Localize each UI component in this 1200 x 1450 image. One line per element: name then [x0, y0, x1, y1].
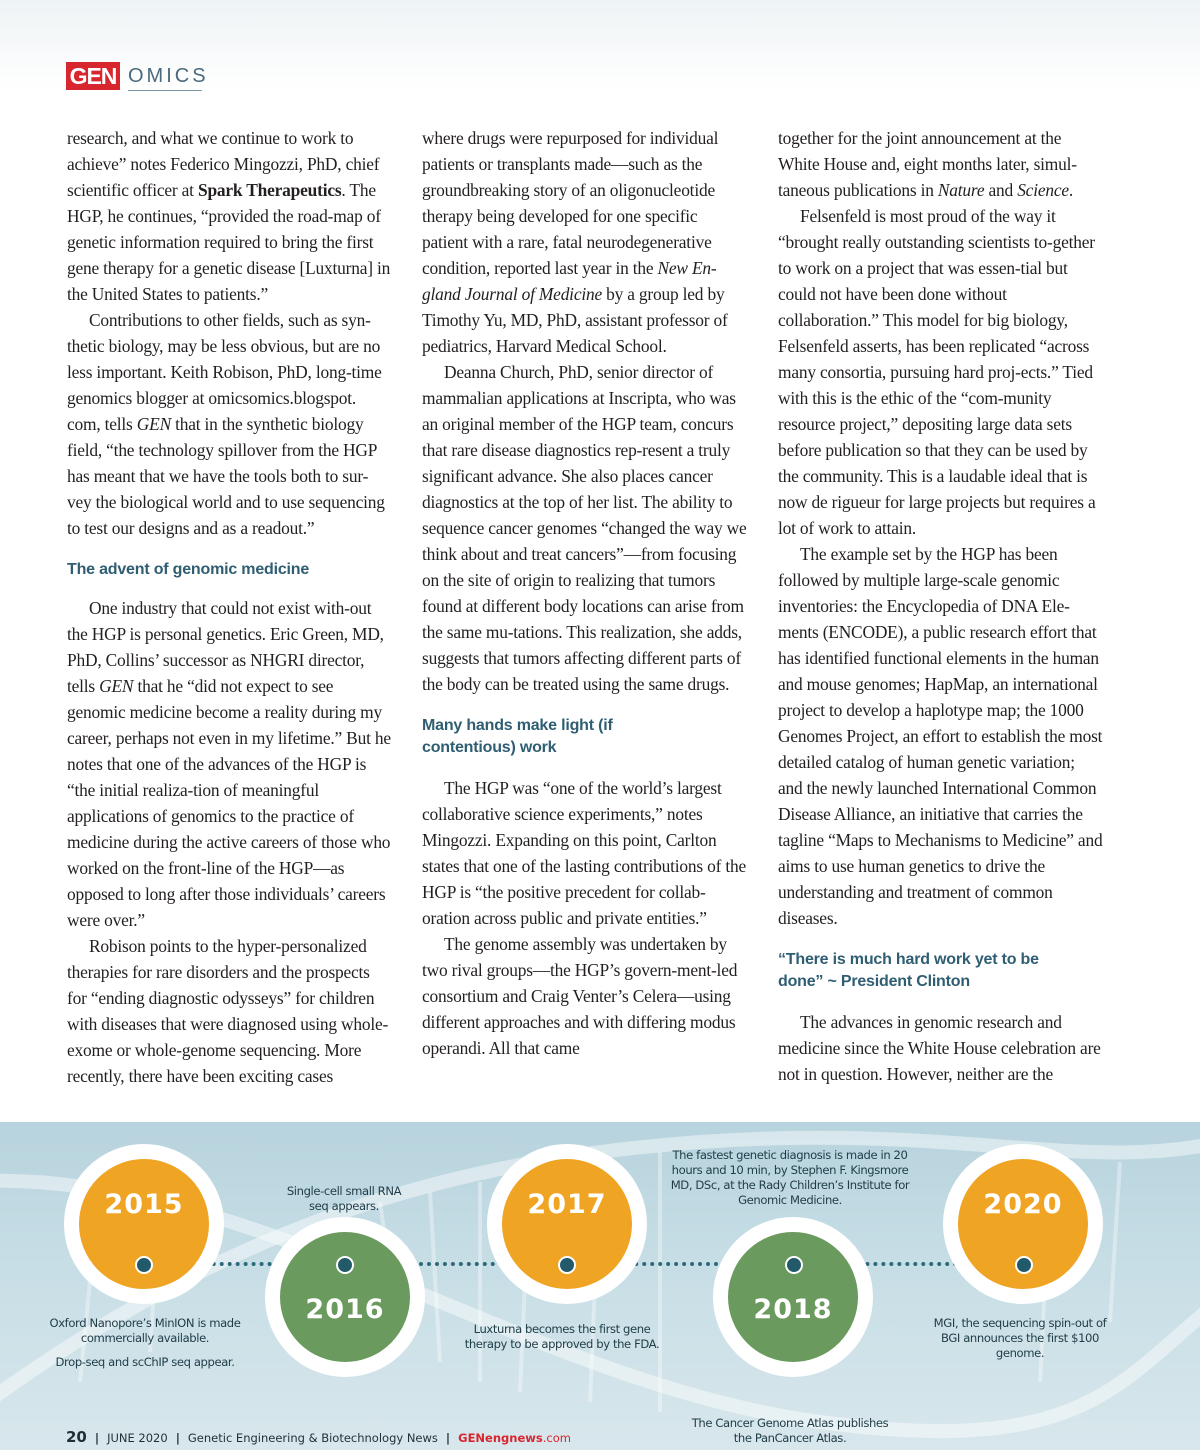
year-label: 2018: [753, 1294, 833, 1325]
page-number: 20: [66, 1428, 87, 1446]
paragraph: The advances in genomic research and medicine since the White House celebration are not in question. However, neither are the: [778, 1012, 1101, 1084]
caption-2016: Single-cell small RNA seq appears.: [286, 1184, 402, 1213]
article-column-2: [422, 125, 747, 1061]
timeline-node: [1015, 1256, 1033, 1274]
issue-date: JUNE 2020: [107, 1431, 168, 1445]
caption-2017: Luxturna becomes the first gene therapy to be approved by the FDA.: [464, 1322, 660, 1351]
section-heading: “There is much hard work yet to be done” ~ President Clinton: [778, 951, 1039, 990]
website-link[interactable]: GENengnews.com: [458, 1431, 571, 1445]
paragraph: together for the joint announcement at the White House and, eight months later, simul-taneous publications in Nature and Science.: [778, 128, 1077, 200]
paragraph: Felsenfeld is most proud of the way it “brought really outstanding scientists to-gether to work on a project that was essen-tial but could not have been done without collaboration.” This model for big biology, Felsenfeld asserts, has been replicated “across many consortia, pursuing hard proj-ects.” Tied with this is the ethic of the “com-munity resource project,” depositing large data sets before publication so that they can be used by the community. This is a laudable ideal that is now de rigueur for large projects but requires a lot of work to attain.: [778, 206, 1096, 538]
company-name: Spark Therapeutics: [197, 180, 342, 200]
year-label: 2015: [104, 1189, 184, 1220]
section-heading: Many hands make light (if contentious) work: [422, 717, 613, 756]
year-circle-2015: [64, 1144, 224, 1304]
paragraph: where drugs were repurposed for individual patients or transplants made—such as the groundbreaking story of an oligonucleotide therapy being developed for one specific patient with a rare, fatal neurodegenerative condition, reported last year in the New En-gland Journal of Medicine by a group led by Timothy Yu, MD, PhD, assistant professor of pediatrics, Harvard Medical School.: [422, 128, 728, 356]
year-label: 2020: [983, 1189, 1063, 1220]
section-heading: The advent of genomic medicine: [67, 561, 310, 578]
year-circle-2020: [943, 1144, 1103, 1304]
section-label: OMICS: [128, 65, 209, 87]
paragraph: One industry that could not exist with-out the HGP is personal genetics. Eric Green, MD, PhD, Collins’ successor as NHGRI director, tells GEN that he “did not expect to see genomic medicine become a reality during my career, perhaps not even in my lifetime.” But he notes that one of the advances of the HGP is “the initial realiza-tion of meaningful applications of genomics to the practice of medicine during the active careers of those who worked on the front-line of the HGP—as opposed to long after those individuals’ careers were over.”: [67, 598, 391, 930]
caption-2020: MGI, the sequencing spin-out of BGI announces the first $100 genome.: [933, 1316, 1107, 1360]
timeline-node: [135, 1256, 153, 1274]
year-circle-2016: [265, 1217, 425, 1377]
year-label: 2017: [527, 1189, 607, 1220]
article-column-1: [67, 125, 392, 1089]
year-circle-2017: [487, 1144, 647, 1304]
caption-2015-minion: Oxford Nanopore’s MinION is made commercially available.: [49, 1316, 241, 1345]
header-divider: [128, 90, 202, 91]
caption-2015-dropseq: Drop-seq and scChIP seq appear.: [55, 1355, 235, 1369]
timeline-node: [785, 1256, 803, 1274]
caption-2018-diagnosis: The fastest genetic diagnosis is made in 20 hours and 10 min, by Stephen F. Kingsmore MD, DSc, at the Rady Children’s Institute for Genomic Medicine.: [670, 1148, 910, 1207]
gen-logo: GEN: [66, 62, 120, 90]
year-circle-2018: [713, 1217, 873, 1377]
page-footer: 20 | JUNE 2020 | Genetic Engineering & Biotechnology News | GENengnews.com: [66, 1428, 571, 1446]
paragraph: The genome assembly was undertaken by two rival groups—the HGP’s govern-ment-led consortium and Craig Venter’s Celera—using different approaches and with differing modus operandi. All that came: [422, 934, 738, 1058]
paragraph: Contributions to other fields, such as syn-thetic biology, may be less obvious, but are no less important. Keith Robison, PhD, long-time genomics blogger at omicsomics.blogspot. com, tells GEN that in the synthetic biology field, “the technology spillover from the HGP has meant that we have the tools both to sur-vey the biological world and to use sequencing to test our designs and as a readout.”: [67, 310, 385, 538]
timeline-node: [336, 1256, 354, 1274]
paragraph: Deanna Church, PhD, senior director of mammalian applications at Inscripta, who was an original member of the HGP team, concurs that rare disease diagnostics rep-resent a truly significant advance. She also places cancer diagnostics at the top of her list. The ability to sequence cancer genomes “changed the way we think about and treat cancers”—from focusing on the site of origin to realizing that tumors found at different body locations can arise from the same mu-tations. This realization, she adds, suggests that tumors affecting different parts of the body can be treated using the same drugs.: [422, 362, 747, 694]
year-label: 2016: [305, 1294, 385, 1325]
paragraph: The HGP was “one of the world’s largest collaborative science experiments,” notes Mingozzi. Expanding on this point, Carlton states that one of the lasting contributions of the HGP is “the positive precedent for collab-oration across public and private entities.”: [422, 778, 747, 928]
paragraph: research, and what we continue to work to achieve” notes Federico Mingozzi, PhD, chief scientific officer at Spark Therapeutics. The HGP, he continues, “provided the road-map of genetic information required to bring the first gene therapy for a genetic disease [Luxturna] in the United States to patients.”: [67, 128, 391, 304]
paragraph: The example set by the HGP has been followed by multiple large-scale genomic inventories: the Encyclopedia of DNA Ele-ments (ENCODE), a public research effort that has identified functional elements in the human and mouse genomes; HapMap, an international project to develop a haplotype map; the 1000 Genomes Project, an effort to establish the most detailed catalog of human genetic variation; and the newly launched International Common Disease Alliance, an initiative that carries the tagline “Maps to Mechanisms to Medicine” and aims to use human genetics to drive the understanding and treatment of common diseases.: [778, 544, 1103, 928]
genomics-timeline: [0, 1122, 1200, 1450]
caption-2018-atlas: The Cancer Genome Atlas publishes the PanCancer Atlas.: [691, 1416, 889, 1445]
paragraph: Robison points to the hyper-personalized therapies for rare disorders and the prospects for “ending diagnostic odysseys” for children with diseases that were diagnosed using whole-exome or whole-genome sequencing. More recently, there have been exciting cases: [67, 936, 389, 1086]
timeline-node: [558, 1256, 576, 1274]
publication-name: Genetic Engineering & Biotechnology News: [187, 1431, 438, 1445]
article-column-3: [778, 125, 1103, 1087]
